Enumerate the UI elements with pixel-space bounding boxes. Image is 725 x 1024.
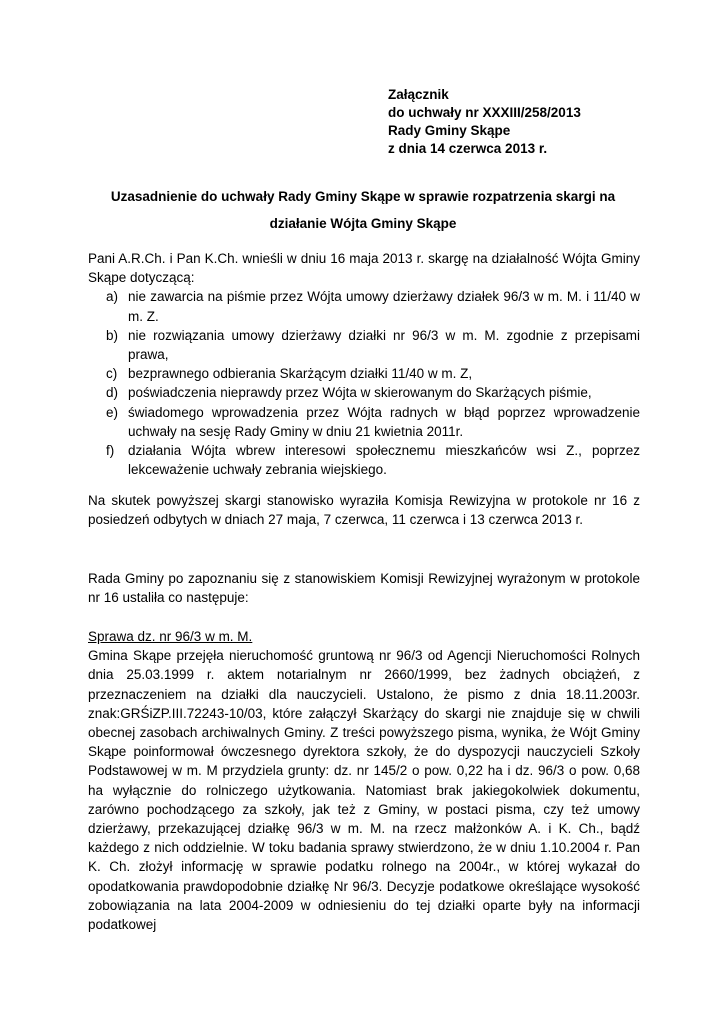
list-marker: a) [106, 289, 119, 305]
annex-header [388, 86, 581, 158]
section-heading: Sprawa dz. nr 96/3 w m. M. [88, 629, 253, 644]
list-marker: e) [106, 404, 119, 420]
list-item-text: nie zawarcia na piśmie przez Wójta umowy dzierżawy działek 96/3 w m. M. i 11/40 w m. Z. [128, 289, 640, 324]
list-marker: f) [106, 443, 115, 459]
list-item [88, 287, 640, 325]
commission-paragraph: Na skutek powyższej skargi stanowisko wyraziła Komisja Rewizyjna w protokole nr 16 z posiedzeń odbytych w dniach 27 maja, 7 czerwca, 11 czerwca i 13 czerwca 2013 r. [88, 493, 640, 528]
list-item [88, 364, 640, 383]
list-item-text: świadomego wprowadzenia przez Wójta radnych w błąd poprzez wprowadzenie uchwały na sesję Rady Gminy w dniu 21 kwietnia 2011r. [128, 404, 640, 439]
annex-resolution-number: do uchwały nr XXXIII/258/2013 [388, 105, 581, 120]
case-section [88, 627, 640, 934]
list-item-text: poświadczenia nieprawdy przez Wójta w skierowanym do Skarżących piśmie, [128, 385, 592, 401]
document-title [80, 183, 646, 237]
title-line-2: działanie Wójta Gminy Skąpe [269, 216, 457, 231]
title-line-1: Uzasadnienie do uchwały Rady Gminy Skąpe w sprawie rozpatrzenia skargi na [110, 189, 616, 204]
list-item-text: działania Wójta wbrew interesowi społecznemu mieszkańców wsi Z., poprzez lekceważenie uchwały zebrania wiejskiego. [128, 443, 640, 478]
list-marker: c) [106, 366, 118, 382]
list-item-text: bezprawnego odbierania Skarżącym działki 11/40 w m. Z, [128, 366, 473, 382]
annex-label: Załącznik [388, 87, 449, 102]
annex-date: z dnia 14 czerwca 2013 r. [388, 141, 548, 156]
council-findings-paragraph: Rada Gminy po zapoznaniu się z stanowiskiem Komisji Rewizyjnej wyrażonym w protokole nr 16 ustaliła co następuje: [88, 571, 640, 606]
section-body: Gmina Skąpe przejęła nieruchomość gruntową nr 96/3 od Agencji Nieruchomości Rolnych dnia 25.03.1999 r. aktem notarialnym nr 2660/1999, bez żadnych obciążeń, z przeznaczeniem na działki dla nauczycieli. Ustalono, że pismo z dnia 18.11.2003r. znak:GRŚiZP.III.72243-10/03, które załączył Skarżący do skargi nie znajduje się w chwili obecnej zasobach archiwalnych Gminy. Z treści powyższego pisma, wynika, że Wójt Gminy Skąpe poinformował ówczesnego dyrektora szkoły, że do dyspozycji nauczycieli Szkoły Podstawowej w m. M przydziela grunty: dz. nr 145/2 o pow. 0,22 ha i dz. 96/3 o pow. 0,68 ha wyłącznie do rolniczego użytkowania. Natomiast brak jakiegokolwiek dokumentu, zarówno pochodzącego za szkoły, jak też z Gminy, w postaci pisma, czy też umowy dzierżawy, przekazującej działkę 96/3 w m. M. na rzecz małżonków A. i K. Ch., bądź każdego z nich oddzielnie. W toku badania sprawy stwierdzono, że w dniu 1.10.2004 r. Pan K. Ch. złożył informację w sprawie podatku rolnego na 2004r., w której wykazał do opodatkowania prawdopodobnie działkę Nr 96/3. Decyzje podatkowe określające wysokość zobowiązania na lata 2004-2009 w odniesieniu do tej działki oparte były na informacji podatkowej [88, 648, 640, 933]
list-item [88, 326, 640, 364]
list-item [88, 383, 640, 402]
complaint-points-list [88, 287, 640, 479]
intro-paragraph: Pani A.R.Ch. i Pan K.Ch. wnieśli w dniu 16 maja 2013 r. skargę na działalność Wójta Gminy Skąpe dotyczącą: [88, 251, 640, 286]
list-item-text: nie rozwiązania umowy dzierżawy działki nr 96/3 w m. M. zgodnie z przepisami prawa, [128, 327, 640, 363]
list-marker: d) [106, 385, 119, 401]
intro-block [88, 249, 640, 479]
list-marker: b) [106, 327, 119, 343]
annex-council-name: Rady Gminy Skąpe [388, 123, 511, 138]
list-item [88, 403, 640, 441]
list-item [88, 441, 640, 479]
